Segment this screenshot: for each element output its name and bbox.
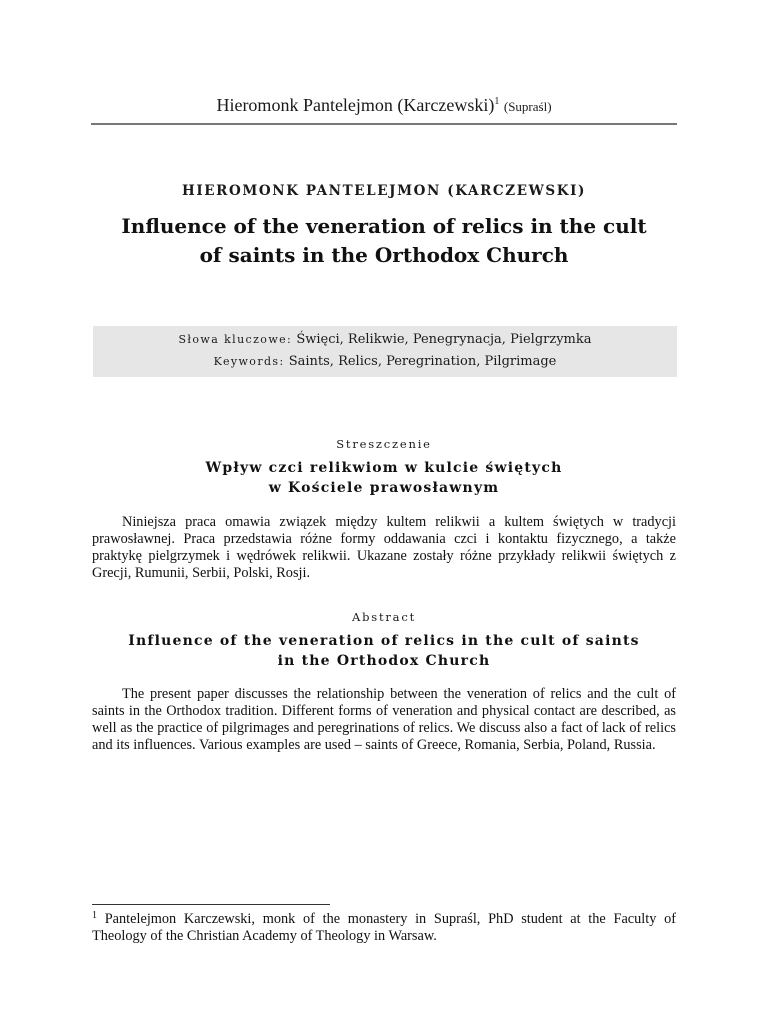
streszczenie-text: Niniejsza praca omawia związek między kultem relikwii a kultem świętych w tradycji prawosławnej. Praca przedstawia różne formy oddawania czci i kontaktu fizycznego, a także praktykę pielgrzymek i wędrówek relikwii. Ukazane zostały różne przykłady relikwii świętych z Grecji, Rumunii, Serbii, Polski, Rosji. bbox=[92, 514, 676, 581]
footnote-text: Pantelejmon Karczewski, monk of the monastery in Supraśl, PhD student at the Faculty of Theology of the Christian Academy of Theology in Warsaw. bbox=[92, 911, 677, 944]
footnote-reference[interactable]: 1 bbox=[494, 96, 500, 107]
keywords-box bbox=[93, 326, 677, 377]
abstract-text: The present paper discusses the relationship between the veneration of relics and the cult of saints in the Orthodox tradition. Different forms of veneration and physical contact are described, as well as the practice of pilgrimages and peregrinations of relics. We discuss also a fact of lack of relics and its influences. Various examples are used – saints of Greece, Romania, Serbia, Poland, Russia. bbox=[92, 686, 676, 753]
footnote-mark: 1 bbox=[92, 910, 97, 921]
abstract-label: Abstract bbox=[351, 610, 416, 624]
article-title-line-2: of saints in the Orthodox Church bbox=[199, 243, 569, 267]
abstract-title-line-1: Influence of the veneration of relics in the cult of saints bbox=[128, 633, 640, 649]
keywords-polish bbox=[93, 332, 677, 347]
footnote bbox=[92, 911, 676, 945]
keywords-english-label: Keywords: bbox=[213, 355, 285, 368]
article-title-line-1: Influence of the veneration of relics in the cult bbox=[121, 214, 647, 238]
keywords-polish-values: Święci, Relikwie, Penegrynacja, Pielgrzymka bbox=[296, 332, 592, 347]
keywords-english-values: Saints, Relics, Peregrination, Pilgrimage bbox=[288, 354, 557, 369]
footnote-rule bbox=[92, 904, 330, 905]
abstract-title-line-2: in the Orthodox Church bbox=[277, 653, 491, 669]
running-header-place: (Supraśl) bbox=[503, 99, 552, 114]
running-header-name: Hieromonk Pantelejmon (Karczewski) bbox=[216, 95, 495, 115]
streszczenie-label: Streszczenie bbox=[336, 437, 432, 451]
streszczenie-title-line-2: w Kościele prawosławnym bbox=[268, 480, 500, 496]
abstract-title bbox=[92, 631, 676, 671]
streszczenie-title bbox=[92, 458, 676, 498]
keywords-polish-label: Słowa kluczowe: bbox=[178, 333, 293, 346]
article-title bbox=[92, 212, 676, 270]
keywords-english bbox=[93, 354, 677, 369]
author-name: HIEROMONK PANTELEJMON (KARCZEWSKI) bbox=[182, 183, 586, 199]
streszczenie-title-line-1: Wpływ czci relikwiom w kulcie świętych bbox=[205, 460, 563, 476]
running-header bbox=[92, 94, 676, 118]
header-rule bbox=[91, 123, 677, 125]
